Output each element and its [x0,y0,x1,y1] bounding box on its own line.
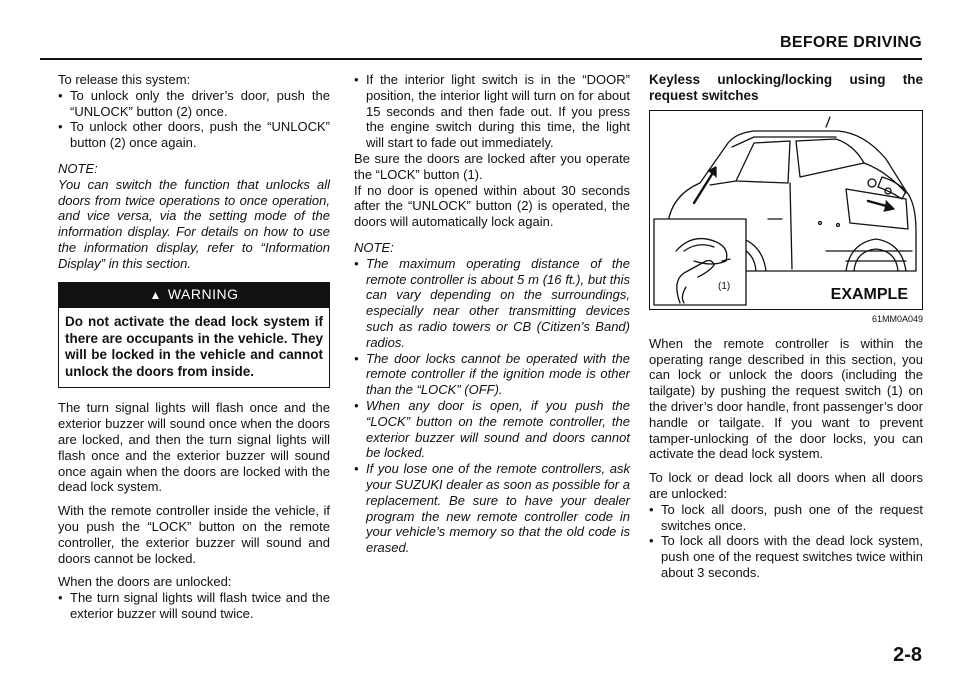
warning-header [59,283,329,309]
title-word: Keyless [649,72,701,87]
warning-triangle-icon: ▲ [149,287,162,302]
interior-light-bullets [354,72,630,151]
release-intro: To release this system: [58,72,191,87]
list-item: • If the interior light switch is in the “DOOR” position, the interior light will turn on for about 15 seconds and then fade out. If you press the engine switch during this time, the light will start to fade out immediately. [354,72,630,151]
header-rule [40,58,922,60]
list-item: • To unlock other doors, push the “UNLOCK” button (2) once again. [58,119,330,151]
title-word: the [902,72,923,87]
paragraph: When the remote controller is within the operating range described in this section, you can lock or unlock the doors (including the tailgate) by pushing the request switch (1) on the driver’s door handle, front passenger’s door handle or tailgate. If you want to prevent tamper-unlocking of the door locks, you can activate the dead lock system. [649,335,923,462]
note-title: NOTE: [354,239,394,255]
paragraph: The turn signal lights will flash once and the exterior buzzer will sound once when the doors are locked, and then the turn signal lights will flash once and the exterior buzzer will sound once again when the doors are locked with the dead lock system. [58,400,330,495]
note-text: You can switch the function that unlocks all doors from twice operations to once operation, and vice versa, via the setting mode of the information display. For details on how to use the information display, refer to “Information Display” in this section. [58,176,330,271]
callout-label: (1) [718,281,731,293]
list-item: • To lock all doors, push one of the request switches once. [649,502,923,534]
title-word: unlocking/locking [717,72,833,87]
section-header: BEFORE DRIVING [780,34,922,51]
list-item: • If you lose one of the remote controllers, ask your SUZUKI dealer as soon as possible for a replacement. Be sure to have your dealer program the new remote controller code in your vehicle’s memory so that the old code is erased. [354,461,630,556]
column-middle [354,72,630,564]
car-illustration [649,110,923,310]
lock-steps [649,502,923,581]
warning-box [58,282,330,389]
example-label: EXAMPLE [830,286,908,304]
list-item: • The turn signal lights will flash twice and the exterior buzzer will sound twice. [58,590,330,622]
release-steps [58,88,330,151]
column-right [649,72,923,589]
paragraph: With the remote controller inside the vehicle, if you push the “LOCK” button on the remote controller, the exterior buzzer will sound and doors cannot be locked. [58,503,330,566]
list-item: • To lock all doors with the dead lock system, push one of the request switches twice within about 3 seconds. [649,533,923,580]
warning-text: Do not activate the dead lock system if there are occupants in the vehicle. They will be locked in the vehicle and cannot unlock the doors from inside. [65,314,323,379]
warning-title: WARNING [167,285,239,302]
note-title: NOTE: [58,160,98,176]
list-item: • The door locks cannot be operated with the remote controller if the ignition mode is other than the “LOCK” (OFF). [354,351,630,398]
figure-id: 61MM0A049 [871,314,923,324]
unlocked-steps [58,590,330,622]
car-drawing [650,111,924,311]
list-item: • To unlock only the driver’s door, push the “UNLOCK” button (2) once. [58,88,330,120]
paragraph: To lock or dead lock all doors when all doors are unlocked: [649,470,923,501]
page-number: 2-8 [893,644,922,666]
column-left [58,72,330,630]
title-line: request switches [649,88,759,103]
title-word: using [849,72,886,87]
paragraph: If no door is opened within about 30 seconds after the “UNLOCK” button (2) is operated, the doors will automatically lock again. [354,182,630,230]
note-list [354,256,630,556]
paragraph: When the doors are unlocked: [58,574,232,590]
list-item: • When any door is open, if you push the “LOCK” button on the remote controller, the exterior buzzer will sound and doors cannot be locked. [354,398,630,461]
paragraph: Be sure the doors are locked after you operate the “LOCK” button (1). [354,150,630,182]
section-title [649,72,923,104]
list-item: • The maximum operating distance of the remote controller is about 5 m (16 ft.), but this can vary depending on the surroundings, especially near other transmitting devices such as radio towers or CB (Citizen’s Band) radios. [354,256,630,351]
